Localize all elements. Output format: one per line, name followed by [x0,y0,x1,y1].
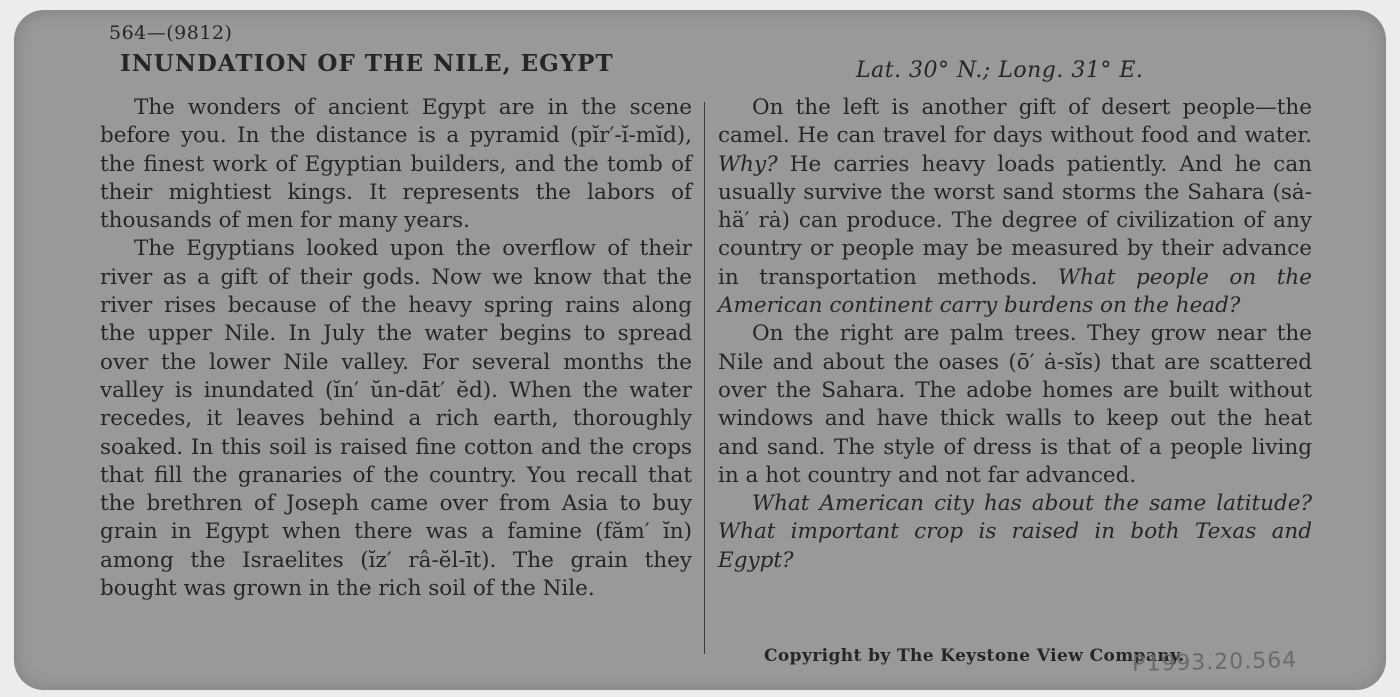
question-burdens: What people on the American continent carry burdens on the head? [718,264,1312,319]
question-why: Why? [718,151,778,177]
right-paragraph-1-text-b: He carries heavy loads patiently. And he can usually survive the worst sand storms the Sahara (sȧ-hä′ rȧ) can produce. The degree of civilization of any country or people may be measured by their advance in transportation methods. [718,151,1313,290]
right-paragraph-2: On the right are palm trees. They grow near the Nile and about the oases (ō′ ȧ-sĭs) that are scattered over the Sahara. The adobe homes are built without windows and have thick walls to keep out the heat and sand. The style of dress is that of a people living in a hot country and not far advanced. [718,321,1312,488]
card-title: INUNDATION OF THE NILE, EGYPT [120,50,614,77]
right-paragraph-1-text-a: On the left is another gift of desert people—the camel. He can travel for days without food and water. [718,95,1312,149]
stereoview-card-back [14,10,1386,690]
catalog-number: P1993.20.564 [1131,647,1298,678]
left-paragraph-2: The Egyptians looked upon the overflow of their river as a gift of their gods. Now we know that the river rises because of the heavy spring rains along the upper Nile. In July the water begins to spread over the lower Nile valley. For several months the valley is inundated (ĭn′ ŭn-dāt′ ĕd). When the water recedes, it leaves behind a rich earth, thoroughly soaked. In this soil is raised fine cotton and the crops that fill the granaries of the country. You recall that the brethren of Joseph came over from Asia to buy grain in Egypt when there was a famine (făm′ ĭn) among the Israelites (ĭz′ râ-ĕl-īt). The grain they bought was grown in the rich soil of the Nile. [100,236,692,602]
left-paragraph-1: The wonders of ancient Egypt are in the scene before you. In the distance is a pyramid (pĭr′-ĭ-mĭd), the finest work of Egyptian builders, and the tomb of their mightiest kings. It represents the labors of thousands of men for many years. [100,95,692,234]
card-number: 564—(9812) [109,22,233,44]
right-paragraph-3-questions: What American city has about the same latitude? What important crop is raised in both Texas and Egypt? [718,491,1312,573]
column-divider [704,102,705,654]
coordinates: Lat. 30° N.; Long. 31° E. [856,58,1144,83]
right-column [718,94,1312,575]
right-paragraph-1 [718,94,1312,320]
left-column [100,94,692,603]
copyright-notice: Copyright by The Keystone View Company. [764,646,1185,666]
